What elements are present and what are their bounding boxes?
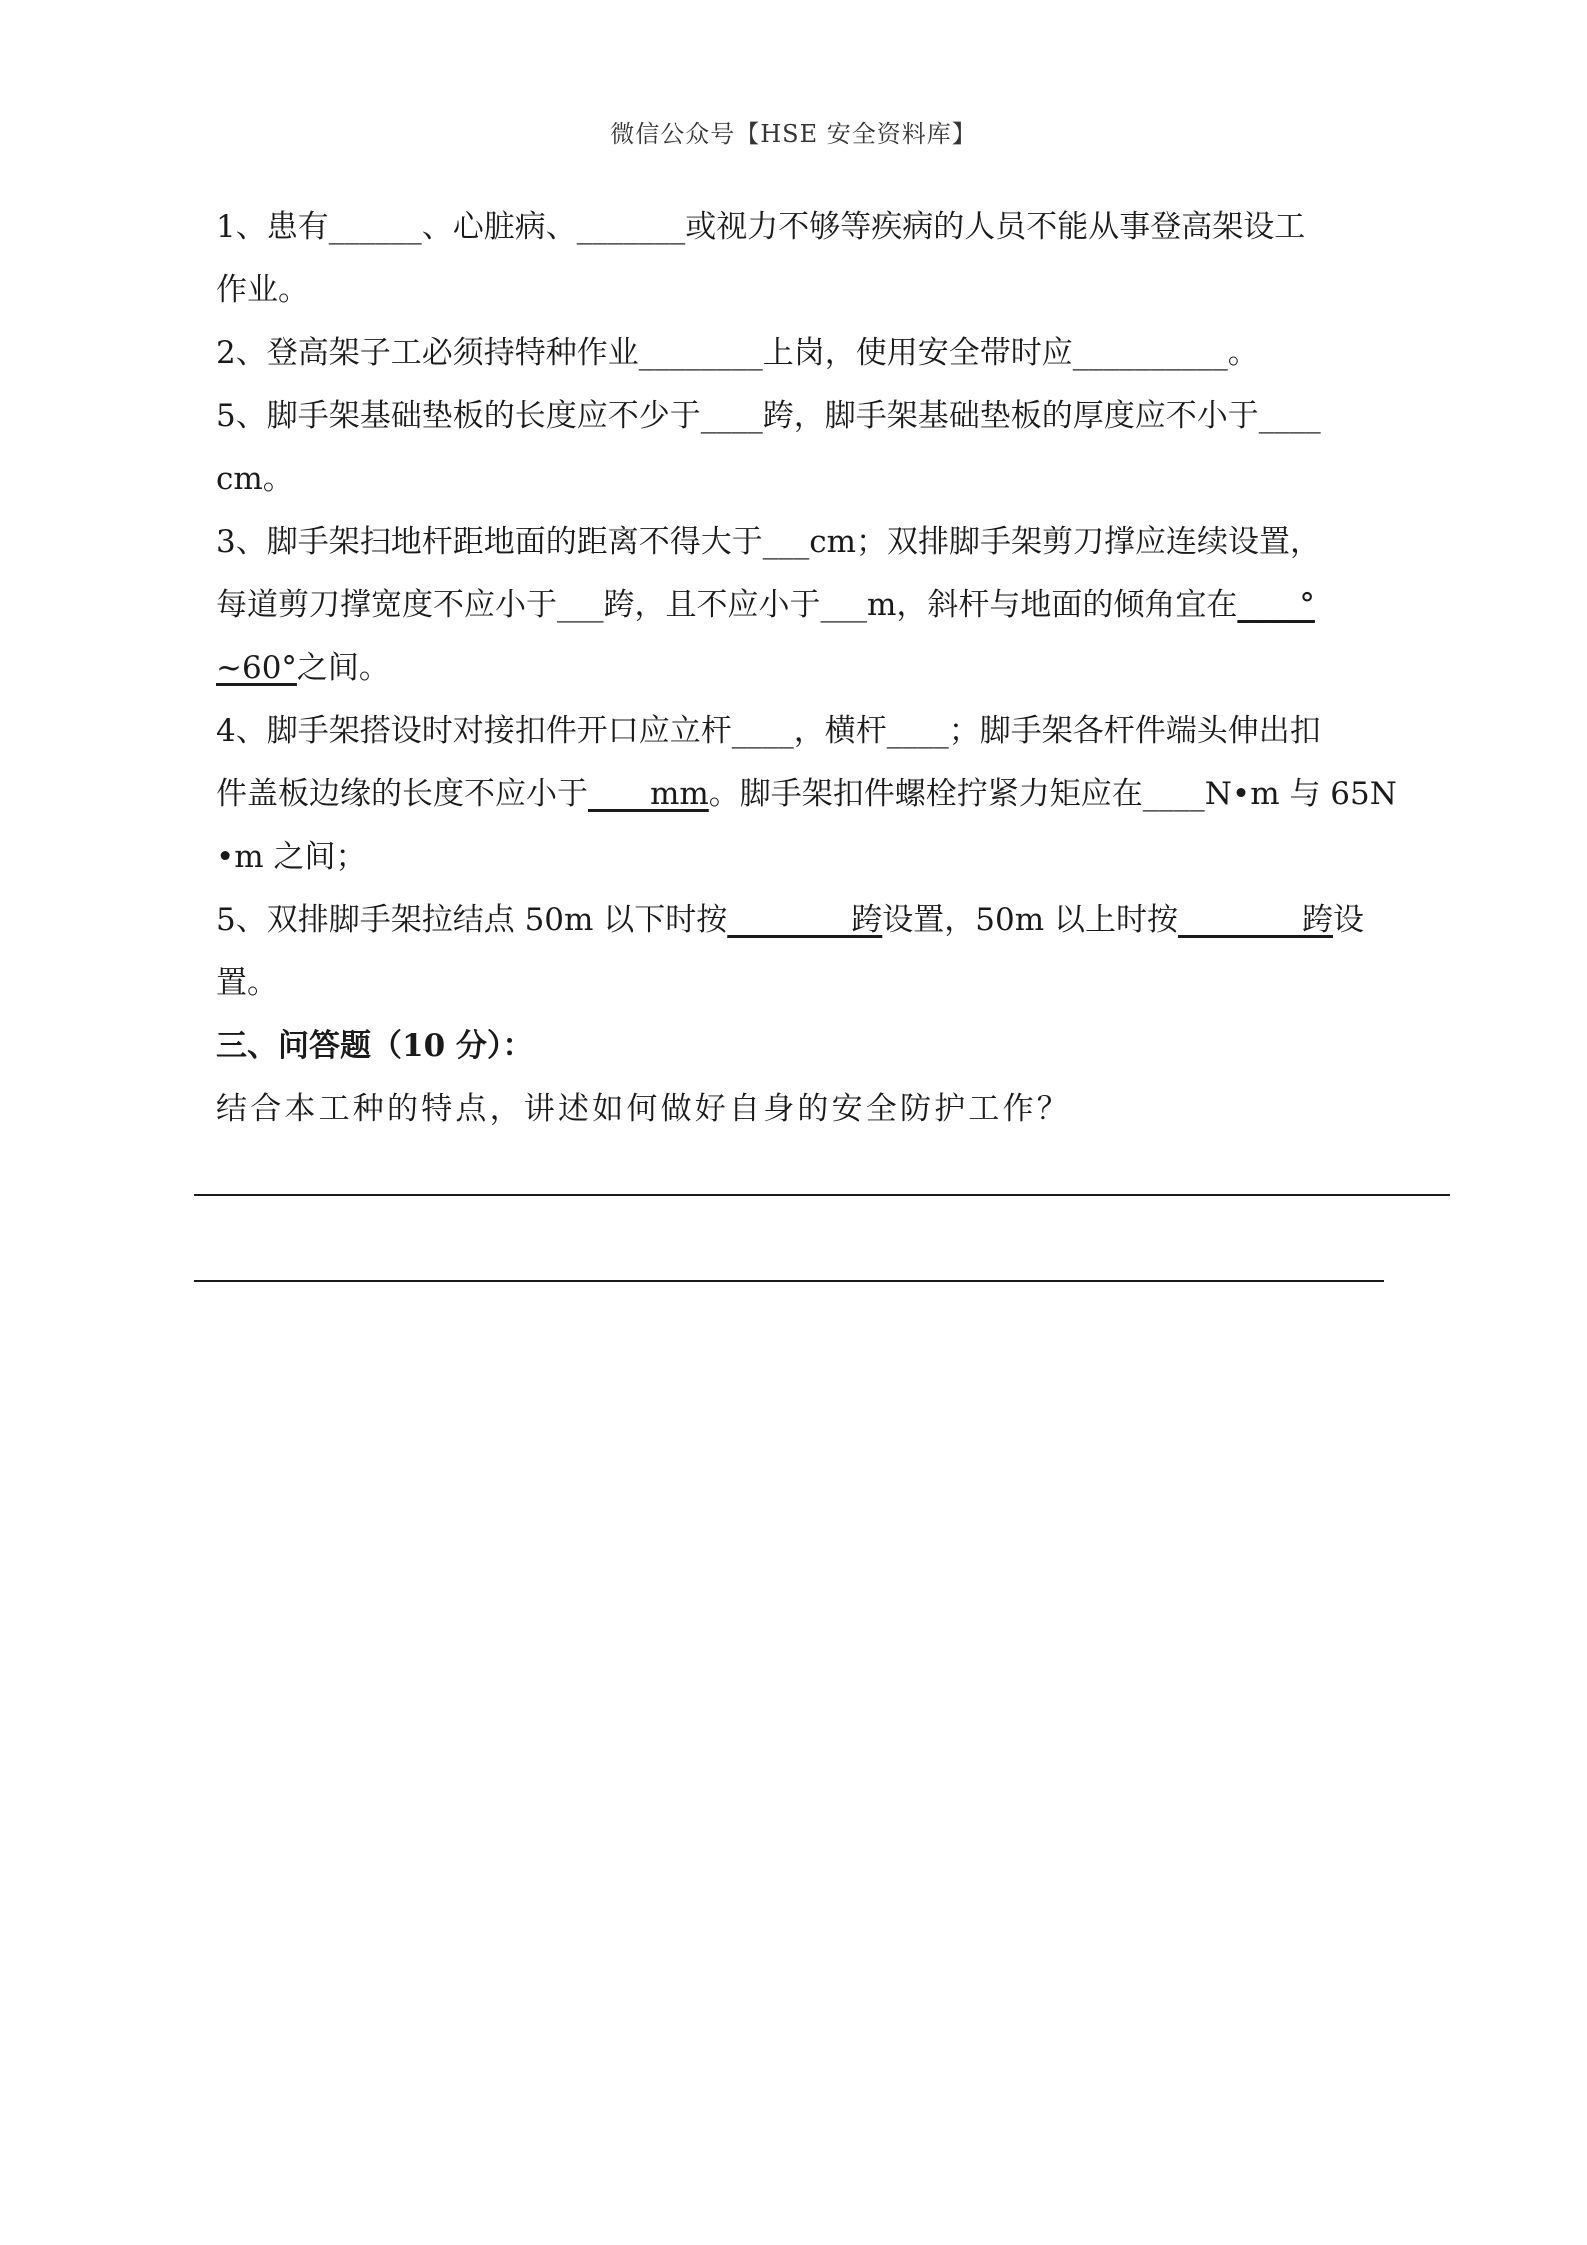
q4-line-2-part: ____mm	[588, 776, 709, 812]
q1-line-2	[216, 259, 1356, 322]
q4-line-1-part: 4、脚手架搭设时对接扣件开口应立杆____，横杆____；脚手架各杆件端头伸出扣	[216, 713, 1321, 749]
q2-line-1	[216, 322, 1356, 385]
answer-line-1	[194, 1194, 1450, 1196]
q4-line-2-part: 件盖板边缘的长度不应小于	[216, 776, 588, 812]
q3-line-1	[216, 511, 1356, 574]
q5a-line-1	[216, 385, 1356, 448]
q3-line-2	[216, 574, 1356, 637]
q2-line-1-part: 2、登高架子工必须持特种作业________上岗，使用安全带时应__________。	[216, 335, 1259, 371]
q3-line-2-part: ____°	[1237, 587, 1315, 623]
page-header: 微信公众号【HSE 安全资料库】	[610, 120, 977, 148]
q5b-line-1	[216, 889, 1364, 952]
q4-line-2-part: 。脚手架扣件螺栓拧紧力矩应在____N•m 与 65N	[708, 776, 1397, 812]
q1-line-1	[216, 196, 1356, 259]
q4-line-3-part: •m 之间；	[216, 839, 367, 875]
section-3-heading-part: 三、问答题（10 分）：	[216, 1028, 534, 1064]
q4-line-2	[216, 763, 1397, 826]
q5b-line-2	[216, 952, 1356, 1015]
q3-line-3-part: ~60°	[216, 650, 297, 686]
q5a-line-2-part: cm。	[216, 461, 294, 497]
essay-question-part: 结合本工种的特点，讲述如何做好自身的安全防护工作？	[216, 1091, 1071, 1127]
q5a-line-2	[216, 448, 1356, 511]
q3-line-3	[216, 637, 1356, 700]
q5a-line-1-part: 5、脚手架基础垫板的长度应不少于____跨，脚手架基础垫板的厚度应不小于____	[216, 398, 1321, 434]
document-body	[216, 196, 1397, 1141]
q1-line-2-part: 作业。	[216, 272, 309, 308]
q5b-line-1-part: 设	[1332, 902, 1364, 938]
q5b-line-1-part: ________跨	[1177, 902, 1333, 938]
answer-line-2	[194, 1280, 1384, 1282]
q4-line-1	[216, 700, 1356, 763]
q5b-line-1-part: 5、双排脚手架拉结点 50m 以下时按	[216, 902, 728, 938]
q4-line-3	[216, 826, 1356, 889]
q5b-line-1-part: 设置，50m 以上时按	[882, 902, 1178, 938]
q3-line-1-part: 3、脚手架扫地杆距地面的距离不得大于___cm；双排脚手架剪刀撑应连续设置，	[216, 524, 1321, 560]
q1-line-1-part: 1、患有______、心脏病、_______或视力不够等疾病的人员不能从事登高架设工	[216, 209, 1306, 245]
essay-question	[216, 1078, 1356, 1141]
q5b-line-1-part: ________跨	[727, 902, 883, 938]
q5b-line-2-part: 置。	[216, 965, 278, 1001]
section-3-heading	[216, 1015, 1356, 1078]
q3-line-2-part: 每道剪刀撑宽度不应小于___跨，且不应小于___m，斜杆与地面的倾角宜在	[216, 587, 1238, 623]
q3-line-3-part: 之间。	[296, 650, 390, 686]
